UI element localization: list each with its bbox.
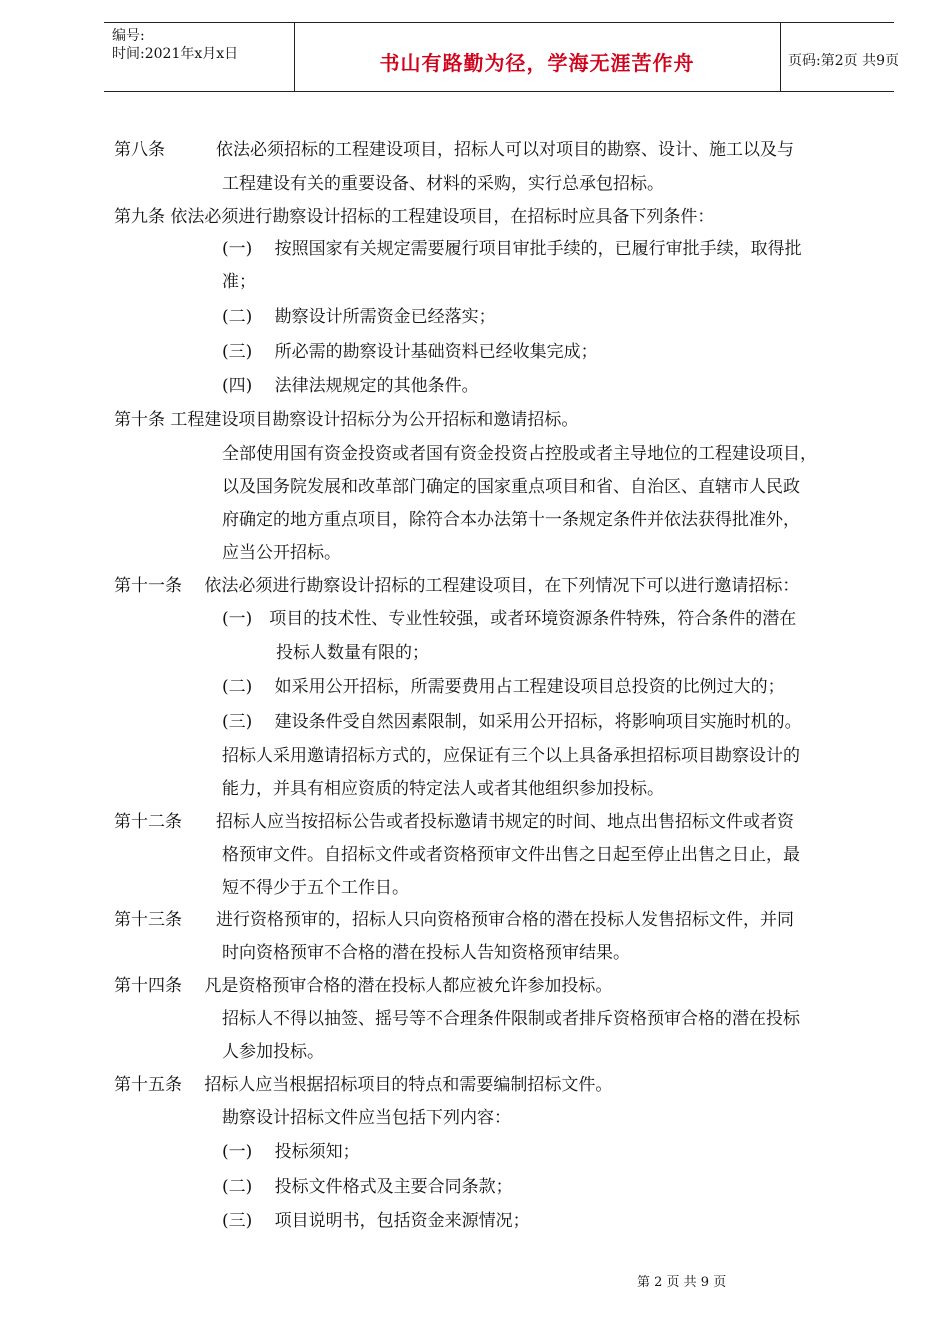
text-line: 时向资格预审不合格的潜在投标人告知资格预审结果。 [222, 943, 630, 963]
page-footer: 第 2 页 共 9 页 [637, 1275, 727, 1290]
text-line: 以及国务院发展和改革部门确定的国家重点项目和省、自治区、直辖市人民政 [222, 477, 800, 497]
text-line: 第十五条 招标人应当根据招标项目的特点和需要编制招标文件。 [114, 1075, 613, 1095]
text-line: (一) 投标须知； [222, 1142, 360, 1162]
text-line: 短不得少于五个工作日。 [222, 878, 409, 898]
header-motto-cell [294, 23, 781, 91]
document-time-label: 时间:2021年x月x日 [112, 46, 239, 62]
text-line: 勘察设计招标文件应当包括下列内容： [222, 1108, 511, 1128]
text-line: 府确定的地方重点项目，除符合本办法第十一条规定条件并依法获得批准外， [222, 510, 800, 530]
text-line: 准； [222, 272, 256, 292]
text-line: 招标人采用邀请招标方式的，应保证有三个以上具备承担招标项目勘察设计的 [222, 746, 800, 766]
text-line: 第十条 工程建设项目勘察设计招标分为公开招标和邀请招标。 [114, 410, 579, 430]
text-line: 第十四条 凡是资格预审合格的潜在投标人都应被允许参加投标。 [114, 976, 613, 996]
text-line: (二) 勘察设计所需资金已经落实； [222, 307, 496, 327]
text-line: 第十三条 进行资格预审的，招标人只向资格预审合格的潜在投标人发售招标文件，并同 [114, 910, 794, 930]
text-line: 第九条 依法必须进行勘察设计招标的工程建设项目，在招标时应具备下列条件： [114, 207, 715, 227]
text-line: 人参加投标。 [222, 1042, 324, 1062]
text-line: 能力，并具有相应资质的特定法人或者其他组织参加投标。 [222, 779, 664, 799]
text-line: (二) 投标文件格式及主要合同条款； [222, 1177, 513, 1197]
text-line: (四) 法律法规规定的其他条件。 [222, 376, 479, 396]
text-line: (三) 所必需的勘察设计基础资料已经收集完成； [222, 342, 598, 362]
text-line: (三) 建设条件受自然因素限制，如采用公开招标，将影响项目实施时机的。 [222, 712, 802, 732]
text-line: (三) 项目说明书，包括资金来源情况； [222, 1211, 530, 1231]
header-page-cell [780, 23, 899, 91]
header-page-number: 页码:第2页 共9页 [788, 53, 899, 69]
text-line: 全部使用国有资金投资或者国有资金投资占控股或者主导地位的工程建设项目， [222, 444, 817, 464]
page-header [104, 22, 899, 92]
text-line: 招标人不得以抽签、摇号等不合理条件限制或者排斥资格预审合格的潜在投标 [222, 1009, 800, 1029]
text-line: 格预审文件。自招标文件或者资格预审文件出售之日起至停止出售之日止，最 [222, 845, 800, 865]
text-line: (一) 按照国家有关规定需要履行项目审批手续的，已履行审批手续，取得批 [222, 239, 802, 259]
text-line: 应当公开招标。 [222, 543, 341, 563]
text-line: (一) 项目的技术性、专业性较强，或者环境资源条件特殊，符合条件的潜在 [222, 609, 797, 629]
document-number-label: 编号: [112, 28, 145, 44]
header-meta-cell [104, 23, 295, 91]
text-line: 第十二条 招标人应当按招标公告或者投标邀请书规定的时间、地点出售招标文件或者资 [114, 812, 794, 832]
text-line: 第八条 依法必须招标的工程建设项目，招标人可以对项目的勘察、设计、施工以及与 [114, 140, 794, 160]
text-line: 投标人数量有限的； [276, 643, 429, 663]
text-line: (二) 如采用公开招标，所需要费用占工程建设项目总投资的比例过大的； [222, 677, 785, 697]
text-line: 第十一条 依法必须进行勘察设计招标的工程建设项目，在下列情况下可以进行邀请招标： [114, 576, 800, 596]
header-motto: 书山有路勤为径，学海无涯苦作舟 [379, 51, 695, 75]
text-line: 工程建设有关的重要设备、材料的采购，实行总承包招标。 [222, 174, 664, 194]
